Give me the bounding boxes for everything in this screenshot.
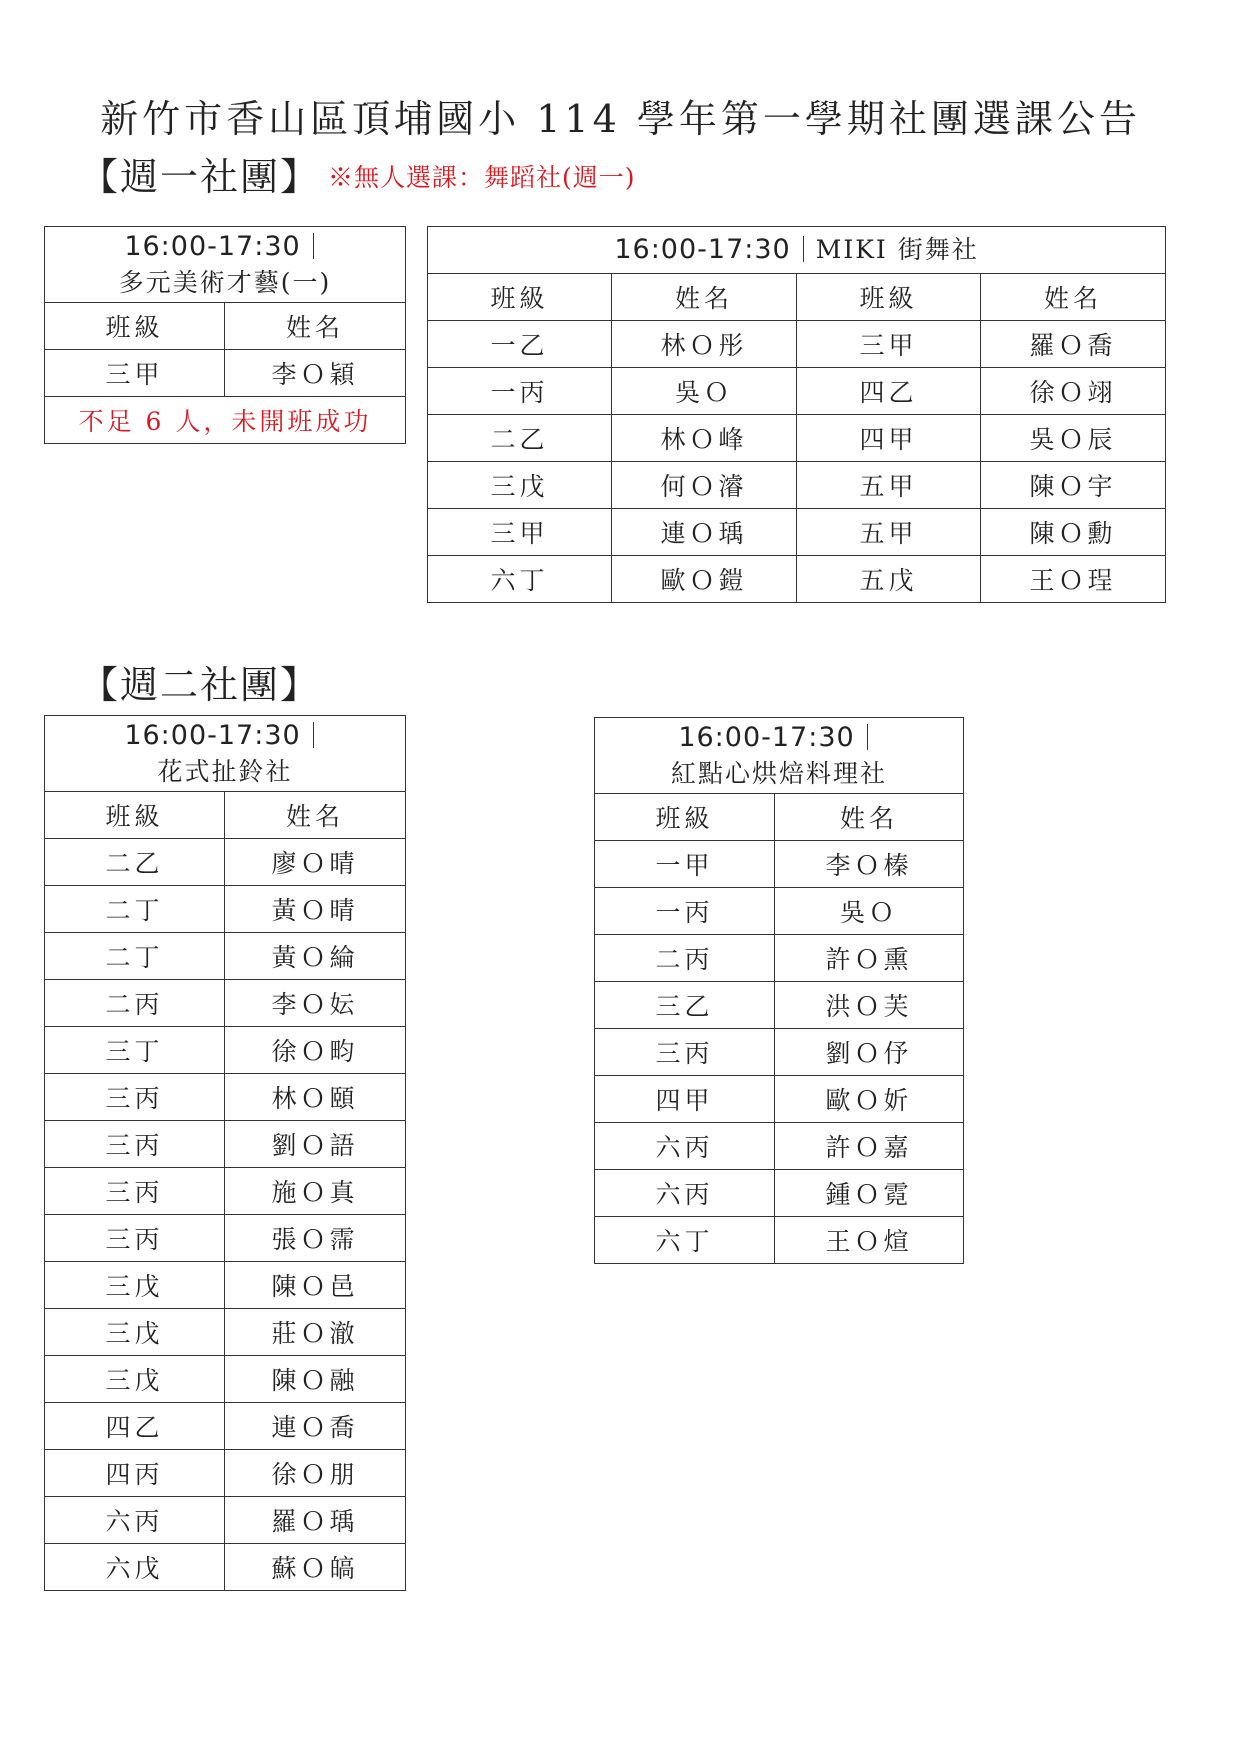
student-name-cell: 許Ｏ嘉 bbox=[775, 1123, 964, 1170]
column-header-class: 班級 bbox=[428, 274, 612, 321]
table-row bbox=[45, 933, 406, 980]
table-row bbox=[595, 935, 964, 982]
column-header-class: 班級 bbox=[797, 274, 981, 321]
student-name-cell: 李Ｏ榛 bbox=[775, 841, 964, 888]
student-name-cell: 陳Ｏ宇 bbox=[981, 462, 1166, 509]
student-class-cell: 一丙 bbox=[428, 368, 612, 415]
student-class-cell: 二丙 bbox=[595, 935, 775, 982]
student-class-cell: 一丙 bbox=[595, 888, 775, 935]
dance-club-time: 16:00-17:30 bbox=[614, 234, 791, 265]
table-row bbox=[595, 1029, 964, 1076]
art-club-time: 16:00-17:30 bbox=[124, 230, 301, 262]
table-row bbox=[595, 1170, 964, 1217]
table-row bbox=[428, 321, 1166, 368]
student-name-cell: 林Ｏ峰 bbox=[612, 415, 797, 462]
table-row bbox=[595, 1076, 964, 1123]
student-name-cell: 莊Ｏ澈 bbox=[225, 1309, 406, 1356]
student-name-cell: 吳Ｏ bbox=[775, 888, 964, 935]
monday-no-enrollment-note: ※無人選課：舞蹈社(週一) bbox=[328, 163, 636, 192]
monday-heading bbox=[80, 146, 636, 201]
table-row bbox=[45, 839, 406, 886]
student-class-cell: 六丁 bbox=[428, 556, 612, 603]
table-row bbox=[595, 1217, 964, 1264]
art-club-table bbox=[44, 226, 406, 444]
student-class-cell: 五甲 bbox=[797, 462, 981, 509]
student-class-cell: 二乙 bbox=[45, 839, 225, 886]
student-name-cell: 連Ｏ喬 bbox=[225, 1403, 406, 1450]
student-name-cell: 王Ｏ珵 bbox=[981, 556, 1166, 603]
table-row bbox=[45, 1027, 406, 1074]
column-header-class: 班級 bbox=[595, 794, 775, 841]
monday-heading-text: 【週一社團】 bbox=[80, 155, 321, 199]
dance-club-name: MIKI 街舞社 bbox=[815, 235, 979, 264]
student-name-cell: 蘇Ｏ皜 bbox=[225, 1544, 406, 1591]
table-row bbox=[428, 368, 1166, 415]
table-row bbox=[595, 841, 964, 888]
art-club-name: 多元美術才藝(一) bbox=[118, 267, 332, 297]
student-class-cell: 六丙 bbox=[45, 1497, 225, 1544]
student-class-cell: 五戊 bbox=[797, 556, 981, 603]
table-row bbox=[45, 350, 406, 397]
student-name-cell: 徐Ｏ朋 bbox=[225, 1450, 406, 1497]
table-row bbox=[45, 980, 406, 1027]
student-class-cell: 三戊 bbox=[45, 1262, 225, 1309]
column-header-name: 姓名 bbox=[612, 274, 797, 321]
student-class-cell: 三乙 bbox=[595, 982, 775, 1029]
table-row bbox=[428, 415, 1166, 462]
divider bbox=[867, 724, 868, 750]
table-row bbox=[45, 1497, 406, 1544]
student-class-cell: 三甲 bbox=[45, 350, 225, 397]
diabolo-club-header bbox=[45, 716, 406, 792]
table-row bbox=[45, 1309, 406, 1356]
table-row bbox=[45, 886, 406, 933]
table-row bbox=[45, 1074, 406, 1121]
column-header-class: 班級 bbox=[45, 792, 225, 839]
student-class-cell: 三丙 bbox=[595, 1029, 775, 1076]
student-name-cell: 林Ｏ彤 bbox=[612, 321, 797, 368]
table-row bbox=[45, 1403, 406, 1450]
student-class-cell: 一甲 bbox=[595, 841, 775, 888]
student-name-cell: 吳Ｏ辰 bbox=[981, 415, 1166, 462]
student-name-cell: 徐Ｏ畇 bbox=[225, 1027, 406, 1074]
student-class-cell: 三丙 bbox=[45, 1168, 225, 1215]
student-name-cell: 羅Ｏ喬 bbox=[981, 321, 1166, 368]
student-name-cell: 劉Ｏ語 bbox=[225, 1121, 406, 1168]
divider bbox=[313, 722, 314, 748]
table-row bbox=[45, 1262, 406, 1309]
baking-club-name: 紅點心烘焙料理社 bbox=[671, 758, 888, 788]
student-name-cell: 徐Ｏ翊 bbox=[981, 368, 1166, 415]
student-name-cell: 吳Ｏ bbox=[612, 368, 797, 415]
divider bbox=[313, 233, 314, 259]
student-class-cell: 四甲 bbox=[797, 415, 981, 462]
student-name-cell: 廖Ｏ晴 bbox=[225, 839, 406, 886]
baking-club-time: 16:00-17:30 bbox=[678, 721, 855, 753]
student-class-cell: 四甲 bbox=[595, 1076, 775, 1123]
student-name-cell: 洪Ｏ芙 bbox=[775, 982, 964, 1029]
column-header-name: 姓名 bbox=[981, 274, 1166, 321]
student-class-cell: 二丙 bbox=[45, 980, 225, 1027]
table-row bbox=[45, 1121, 406, 1168]
divider bbox=[803, 236, 804, 262]
student-class-cell: 三丁 bbox=[45, 1027, 225, 1074]
table-row bbox=[428, 509, 1166, 556]
page-title: 新竹市香山區頂埔國小 114 學年第一學期社團選課公告 bbox=[100, 97, 1141, 141]
student-name-cell: 陳Ｏ融 bbox=[225, 1356, 406, 1403]
student-class-cell: 四丙 bbox=[45, 1450, 225, 1497]
diabolo-club-time: 16:00-17:30 bbox=[124, 719, 301, 751]
student-name-cell: 陳Ｏ邑 bbox=[225, 1262, 406, 1309]
baking-club-header bbox=[595, 718, 964, 794]
column-header-name: 姓名 bbox=[775, 794, 964, 841]
table-row bbox=[45, 1356, 406, 1403]
student-name-cell: 施Ｏ真 bbox=[225, 1168, 406, 1215]
table-row bbox=[595, 1123, 964, 1170]
student-class-cell: 三戊 bbox=[428, 462, 612, 509]
student-class-cell: 六丙 bbox=[595, 1170, 775, 1217]
student-name-cell: 李Ｏ穎 bbox=[225, 350, 406, 397]
student-name-cell: 許Ｏ熏 bbox=[775, 935, 964, 982]
student-class-cell: 三戊 bbox=[45, 1356, 225, 1403]
table-row bbox=[595, 888, 964, 935]
table-row bbox=[45, 1215, 406, 1262]
student-name-cell: 歐Ｏ妡 bbox=[775, 1076, 964, 1123]
student-name-cell: 張Ｏ霈 bbox=[225, 1215, 406, 1262]
column-header-name: 姓名 bbox=[225, 792, 406, 839]
student-class-cell: 三丙 bbox=[45, 1121, 225, 1168]
student-class-cell: 六戊 bbox=[45, 1544, 225, 1591]
student-class-cell: 一乙 bbox=[428, 321, 612, 368]
student-class-cell: 二丁 bbox=[45, 933, 225, 980]
diabolo-club-table bbox=[44, 715, 406, 1591]
student-name-cell: 連Ｏ瑀 bbox=[612, 509, 797, 556]
student-name-cell: 陳Ｏ勳 bbox=[981, 509, 1166, 556]
dance-club-header bbox=[428, 227, 1166, 274]
student-class-cell: 三丙 bbox=[45, 1215, 225, 1262]
baking-club-table bbox=[594, 717, 964, 1264]
student-class-cell: 三甲 bbox=[428, 509, 612, 556]
table-row bbox=[428, 462, 1166, 509]
student-name-cell: 鍾Ｏ霓 bbox=[775, 1170, 964, 1217]
table-row bbox=[45, 1544, 406, 1591]
diabolo-club-name: 花式扯鈴社 bbox=[157, 756, 293, 786]
student-name-cell: 羅Ｏ瑀 bbox=[225, 1497, 406, 1544]
student-class-cell: 三丙 bbox=[45, 1074, 225, 1121]
column-header-name: 姓名 bbox=[225, 303, 406, 350]
art-club-header bbox=[45, 227, 406, 303]
student-name-cell: 劉Ｏ伃 bbox=[775, 1029, 964, 1076]
student-name-cell: 歐Ｏ鎧 bbox=[612, 556, 797, 603]
student-class-cell: 三甲 bbox=[797, 321, 981, 368]
student-class-cell: 二乙 bbox=[428, 415, 612, 462]
student-class-cell: 四乙 bbox=[797, 368, 981, 415]
student-class-cell: 四乙 bbox=[45, 1403, 225, 1450]
student-name-cell: 李Ｏ妘 bbox=[225, 980, 406, 1027]
student-name-cell: 林Ｏ頤 bbox=[225, 1074, 406, 1121]
student-class-cell: 二丁 bbox=[45, 886, 225, 933]
student-class-cell: 六丙 bbox=[595, 1123, 775, 1170]
table-row bbox=[595, 982, 964, 1029]
student-class-cell: 五甲 bbox=[797, 509, 981, 556]
table-row bbox=[45, 1168, 406, 1215]
art-club-cancel-notice: 不足 6 人，未開班成功 bbox=[45, 397, 406, 444]
student-name-cell: 何Ｏ濬 bbox=[612, 462, 797, 509]
student-class-cell: 三戊 bbox=[45, 1309, 225, 1356]
student-name-cell: 王Ｏ煊 bbox=[775, 1217, 964, 1264]
column-header-class: 班級 bbox=[45, 303, 225, 350]
student-name-cell: 黃Ｏ綸 bbox=[225, 933, 406, 980]
table-row bbox=[428, 556, 1166, 603]
table-row bbox=[45, 1450, 406, 1497]
dance-club-table bbox=[427, 226, 1166, 603]
student-class-cell: 六丁 bbox=[595, 1217, 775, 1264]
tuesday-heading: 【週二社團】 bbox=[80, 663, 321, 707]
student-name-cell: 黃Ｏ晴 bbox=[225, 886, 406, 933]
